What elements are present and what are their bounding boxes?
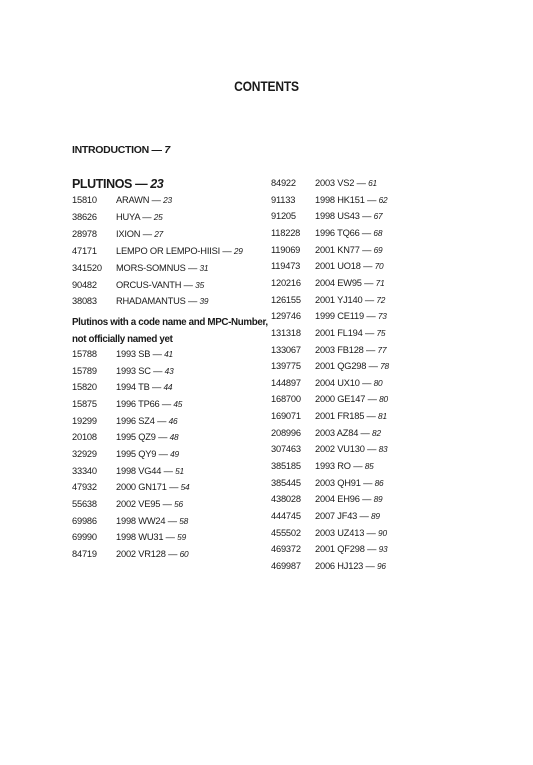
entry-number: 15875	[72, 398, 97, 409]
entry-title	[116, 278, 204, 292]
entry-title	[116, 447, 179, 461]
entry-name: 1996 TQ66 —	[315, 227, 372, 238]
entry-number: 307463	[271, 444, 301, 455]
entry-number: 69990	[72, 532, 97, 543]
entry-page: 46	[168, 415, 178, 426]
entry-title	[315, 559, 386, 573]
entry-name: 1993 SC —	[116, 365, 163, 376]
entry-page: 68	[373, 227, 383, 238]
entry-number: 91205	[271, 211, 296, 222]
entry-title	[315, 226, 382, 240]
entry-title	[116, 261, 208, 275]
entry-page: 56	[174, 498, 183, 509]
entry-name: 2002 VR128 —	[116, 548, 178, 559]
entry-page: 75	[376, 327, 386, 338]
entry-name: 2003 UZ413 —	[315, 527, 376, 538]
entry-title	[315, 193, 387, 207]
entry-name: 2001 FR185 —	[315, 411, 376, 422]
section-heading-plutinos	[72, 177, 163, 191]
entry-name: 2001 UO18 —	[315, 261, 373, 272]
entry-number: 15810	[72, 195, 97, 205]
entry-number: 139775	[271, 361, 301, 372]
entry-name: 2001 FL194 —	[315, 327, 375, 338]
entry-number: 385445	[271, 477, 301, 488]
entry-page: 96	[377, 560, 386, 571]
entry-title	[315, 526, 387, 540]
introduction-label: INTRODUCTION —	[72, 144, 162, 156]
entry-page: 78	[380, 361, 389, 372]
entry-number: 15788	[72, 349, 97, 359]
entry-page: 49	[170, 448, 179, 459]
entry-title	[315, 392, 388, 406]
entry-number: 444745	[271, 511, 301, 521]
entry-page: 77	[377, 344, 387, 355]
entry-page: 51	[175, 465, 184, 476]
entry-title	[315, 509, 380, 523]
entry-title	[116, 397, 182, 411]
entry-title	[315, 426, 381, 440]
entry-number: 28978	[72, 228, 97, 239]
entry-number: 55638	[72, 498, 97, 509]
entry-number: 120216	[271, 277, 301, 288]
entry-number: 15789	[72, 365, 97, 376]
entry-title	[116, 464, 184, 478]
entry-page: 43	[164, 365, 174, 376]
entry-name: LEMPO OR LEMPO-HIISI —	[116, 245, 232, 256]
entry-name: 1993 SB —	[116, 349, 162, 359]
entry-number: 169071	[271, 411, 301, 422]
entry-page: 25	[153, 211, 163, 222]
entry-page: 82	[372, 427, 381, 438]
entry-name: 2001 QG298 —	[315, 361, 378, 372]
entry-number: 385185	[271, 461, 301, 472]
entry-title	[116, 227, 163, 241]
entry-title	[315, 293, 385, 307]
entry-name: 2007 JF43 —	[315, 511, 369, 521]
entry-number: 118228	[271, 227, 301, 238]
entry-name: 2003 VS2 —	[315, 178, 366, 188]
entry-page: 39	[199, 296, 209, 307]
entry-number: 438028	[271, 494, 301, 505]
entry-title	[315, 409, 387, 423]
entry-page: 71	[375, 277, 385, 288]
plutinos-page: 23	[150, 177, 164, 191]
entry-name: 2004 UX10 —	[315, 377, 372, 388]
entry-number: 47932	[72, 482, 97, 493]
entry-number: 208996	[271, 427, 301, 438]
entry-number: 455502	[271, 527, 301, 538]
entry-page: 62	[378, 194, 388, 205]
entry-name: IXION —	[116, 228, 152, 239]
entry-name: ORCUS-VANTH —	[116, 279, 193, 290]
entry-name: 2001 YJ140 —	[315, 294, 374, 305]
entry-name: 1995 QZ9 —	[116, 432, 168, 443]
entry-number: 69986	[72, 515, 97, 526]
entry-name: RHADAMANTUS —	[116, 296, 198, 307]
entry-number: 90482	[72, 279, 97, 290]
entry-name: 2000 GE147 —	[315, 394, 377, 405]
entry-page: 72	[376, 294, 386, 305]
toc-entry-introduction	[72, 144, 170, 156]
entry-page: 27	[154, 228, 164, 239]
entry-page: 44	[163, 382, 173, 393]
entry-title	[315, 259, 383, 273]
entry-number: 144897	[271, 377, 301, 388]
entry-title	[315, 542, 387, 556]
entry-page: 86	[374, 477, 384, 488]
entry-title	[315, 326, 385, 340]
entry-name: 1999 CE119 —	[315, 311, 376, 322]
entry-name: 1998 VG44 —	[116, 465, 173, 476]
entry-name: 2002 VU130 —	[315, 444, 377, 455]
entry-page: 48	[169, 432, 179, 443]
entry-title	[116, 547, 188, 561]
entry-name: 1998 US43 —	[315, 211, 372, 222]
entry-number: 168700	[271, 394, 301, 405]
entry-name: 2001 KN77 —	[315, 244, 372, 255]
page-title: CONTENTS	[234, 78, 299, 94]
entry-name: 2002 VE95 —	[116, 498, 172, 509]
entry-title	[315, 243, 382, 257]
entry-page: 90	[378, 527, 387, 538]
entry-name: 2004 EH96 —	[315, 494, 372, 505]
entry-page: 31	[199, 262, 209, 273]
entry-name: 1998 WW24 —	[116, 515, 177, 526]
entry-number: 84922	[271, 178, 296, 188]
entry-name: MORS-SOMNUS —	[116, 262, 198, 273]
entry-title	[116, 210, 163, 224]
entry-name: 1995 QY9 —	[116, 448, 168, 459]
entry-number: 133067	[271, 344, 301, 355]
entry-number: 469372	[271, 544, 301, 555]
entry-page: 54	[180, 482, 190, 493]
entry-title	[116, 530, 186, 544]
entry-page: 73	[377, 311, 387, 322]
entry-number: 19299	[72, 415, 97, 426]
entry-number: 129746	[271, 311, 301, 322]
entry-name: 2003 AZ84 —	[315, 427, 370, 438]
entry-page: 81	[378, 411, 387, 422]
entry-page: 61	[368, 178, 377, 188]
entry-title	[315, 359, 389, 373]
entry-title	[315, 176, 377, 190]
entry-number: 119473	[271, 261, 301, 272]
entry-number: 126155	[271, 294, 301, 305]
entry-number: 33340	[72, 465, 97, 476]
entry-title	[315, 309, 387, 323]
entry-name: 1994 TB —	[116, 382, 162, 393]
entry-title	[116, 514, 188, 528]
entry-name: 1993 RO —	[315, 461, 363, 472]
entry-name: 2003 FB128 —	[315, 344, 376, 355]
entry-name: 2001 QF298 —	[315, 544, 377, 555]
entry-title	[315, 376, 382, 390]
entry-page: 69	[373, 244, 383, 255]
entry-name: 1996 SZ4 —	[116, 415, 167, 426]
entry-title	[116, 480, 189, 494]
entry-name: 2003 QH91 —	[315, 477, 373, 488]
plutinos-heading: PLUTINOS —	[72, 177, 148, 191]
entry-number: 341520	[72, 262, 102, 273]
entry-title	[116, 430, 178, 444]
entry-title	[116, 414, 177, 428]
entry-name: 2004 EW95 —	[315, 277, 374, 288]
entry-title	[116, 380, 172, 394]
entry-number: 38626	[72, 211, 97, 222]
entry-number: 131318	[271, 327, 301, 338]
entry-page: 83	[378, 444, 388, 455]
entry-name: 1996 TP66 —	[116, 398, 171, 409]
entry-title	[116, 244, 243, 258]
entry-title	[315, 459, 374, 473]
entry-page: 70	[374, 261, 384, 272]
entry-page: 45	[173, 398, 183, 409]
entry-title	[116, 193, 172, 207]
entry-name: 2006 HJ123 —	[315, 560, 375, 571]
entry-name: HUYA —	[116, 211, 152, 222]
entry-page: 89	[373, 494, 383, 505]
entry-number: 32929	[72, 448, 97, 459]
entry-title	[315, 209, 382, 223]
subheading-coded-plutinos: Plutinos with a code name and MPC-Number, not officially named yet	[72, 317, 268, 345]
entry-page: 80	[379, 394, 388, 405]
entry-number: 20108	[72, 432, 97, 443]
entry-name: 1998 WU31 —	[116, 532, 175, 543]
entry-page: 67	[373, 211, 383, 222]
entry-title	[315, 476, 383, 490]
entry-title	[315, 343, 386, 357]
entry-page: 58	[179, 515, 189, 526]
entry-page: 85	[364, 461, 374, 472]
entry-title	[116, 364, 174, 378]
entry-title	[315, 492, 382, 506]
entry-number: 47171	[72, 245, 97, 256]
entry-page: 80	[373, 377, 383, 388]
entry-page: 23	[163, 195, 172, 205]
introduction-page: 7	[164, 144, 170, 156]
entry-title	[116, 294, 208, 308]
entry-page: 93	[378, 544, 388, 555]
entry-name: 1998 HK151 —	[315, 194, 377, 205]
entry-number: 38083	[72, 296, 97, 307]
entry-page: 29	[233, 245, 243, 256]
entry-title	[315, 442, 387, 456]
entry-page: 60	[179, 548, 189, 559]
entry-page: 41	[164, 349, 173, 359]
entry-number: 119069	[271, 244, 301, 255]
entry-page: 35	[195, 279, 205, 290]
entry-number: 84719	[72, 548, 97, 559]
entry-number: 469987	[271, 560, 301, 571]
entry-title	[116, 497, 183, 511]
entry-page: 89	[371, 511, 380, 521]
entry-name: ARAWN —	[116, 195, 161, 205]
entry-number: 15820	[72, 382, 97, 393]
entry-page: 59	[177, 532, 187, 543]
entry-title	[315, 276, 385, 290]
entry-name: 2000 GN171 —	[116, 482, 179, 493]
entry-title	[116, 347, 173, 361]
entry-number: 91133	[271, 194, 296, 205]
